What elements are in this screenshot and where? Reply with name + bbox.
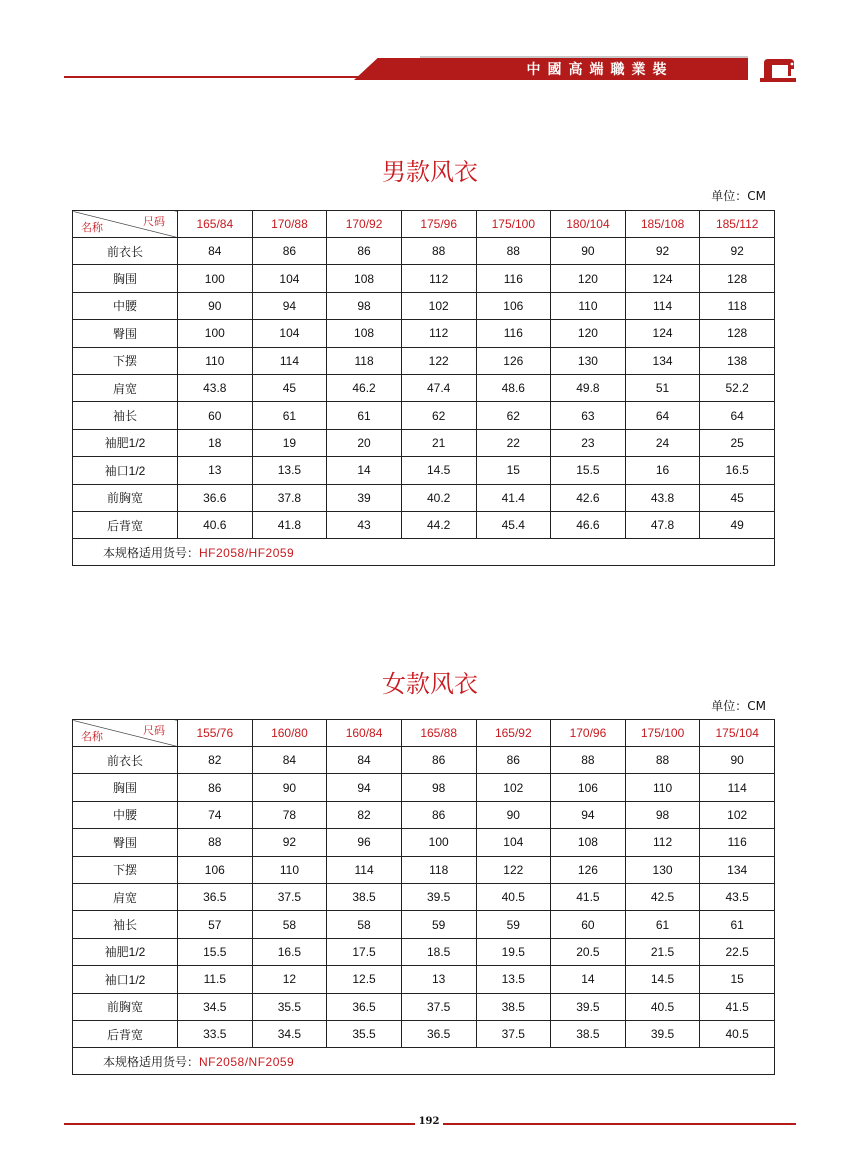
table-cell: 16.5 bbox=[252, 938, 327, 965]
table-cell: 116 bbox=[476, 265, 551, 292]
table-row bbox=[73, 801, 775, 828]
table-cell: 90 bbox=[551, 238, 626, 265]
table-note-row bbox=[73, 539, 775, 566]
table-cell: 86 bbox=[401, 747, 476, 774]
table-cell: 118 bbox=[700, 292, 775, 319]
table-cell: 114 bbox=[252, 347, 327, 374]
table-cell: 34.5 bbox=[178, 993, 253, 1020]
table-cell: 84 bbox=[178, 238, 253, 265]
table-cell: 138 bbox=[700, 347, 775, 374]
table-cell: 64 bbox=[700, 402, 775, 429]
table-cell: 100 bbox=[178, 320, 253, 347]
table-cell: 48.6 bbox=[476, 374, 551, 401]
table-cell: 43 bbox=[327, 511, 402, 538]
table-cell: 16.5 bbox=[700, 457, 775, 484]
table-cell: 106 bbox=[476, 292, 551, 319]
table-cell: 39.5 bbox=[625, 1020, 700, 1047]
table-cell: 88 bbox=[551, 747, 626, 774]
table-cell: 114 bbox=[700, 774, 775, 801]
table-row bbox=[73, 402, 775, 429]
table-row bbox=[73, 829, 775, 856]
table-cell: 102 bbox=[476, 774, 551, 801]
table-cell: 110 bbox=[178, 347, 253, 374]
table-cell: 106 bbox=[178, 856, 253, 883]
table-cell: 86 bbox=[252, 238, 327, 265]
table-cell: 39.5 bbox=[551, 993, 626, 1020]
table-cell: 82 bbox=[178, 747, 253, 774]
table-cell: 17.5 bbox=[327, 938, 402, 965]
size-column-header: 175/104 bbox=[700, 720, 775, 747]
table-cell: 41.4 bbox=[476, 484, 551, 511]
table-cell: 88 bbox=[401, 238, 476, 265]
women-size-table bbox=[72, 719, 775, 1075]
table-cell: 16 bbox=[625, 457, 700, 484]
measurement-label: 胸围 bbox=[73, 774, 178, 801]
table-cell: 36.5 bbox=[327, 993, 402, 1020]
measurement-label: 中腰 bbox=[73, 292, 178, 319]
table-cell: 60 bbox=[178, 402, 253, 429]
measurement-label: 肩宽 bbox=[73, 883, 178, 910]
table-cell: 94 bbox=[551, 801, 626, 828]
table-cell: 25 bbox=[700, 429, 775, 456]
table-cell: 88 bbox=[625, 747, 700, 774]
table-cell: 23 bbox=[551, 429, 626, 456]
table-cell: 22 bbox=[476, 429, 551, 456]
size-column-header: 180/104 bbox=[551, 211, 626, 238]
table-cell: 116 bbox=[476, 320, 551, 347]
table-cell: 14.5 bbox=[625, 966, 700, 993]
table-cell: 128 bbox=[700, 265, 775, 292]
women-unit-label: 单位：CM bbox=[711, 699, 766, 713]
table-cell: 134 bbox=[700, 856, 775, 883]
table-cell: 61 bbox=[700, 911, 775, 938]
table-cell: 37.8 bbox=[252, 484, 327, 511]
table-cell: 100 bbox=[401, 829, 476, 856]
page-number: 192 bbox=[415, 1115, 443, 1129]
table-cell: 128 bbox=[700, 320, 775, 347]
table-cell: 38.5 bbox=[476, 993, 551, 1020]
measurement-label: 袖肥1/2 bbox=[73, 938, 178, 965]
table-cell: 64 bbox=[625, 402, 700, 429]
table-cell: 130 bbox=[551, 347, 626, 374]
table-cell: 40.6 bbox=[178, 511, 253, 538]
table-cell: 60 bbox=[551, 911, 626, 938]
table-cell: 40.5 bbox=[625, 993, 700, 1020]
measurement-label: 中腰 bbox=[73, 801, 178, 828]
table-cell: 98 bbox=[327, 292, 402, 319]
size-column-header: 165/92 bbox=[476, 720, 551, 747]
table-cell: 21 bbox=[401, 429, 476, 456]
table-cell: 112 bbox=[625, 829, 700, 856]
table-cell: 11.5 bbox=[178, 966, 253, 993]
table-header-row bbox=[73, 211, 775, 238]
table-cell: 24 bbox=[625, 429, 700, 456]
table-cell: 15.5 bbox=[178, 938, 253, 965]
table-cell: 92 bbox=[700, 238, 775, 265]
table-cell: 98 bbox=[625, 801, 700, 828]
table-cell: 18 bbox=[178, 429, 253, 456]
header-rule bbox=[64, 76, 360, 78]
men-size-table bbox=[72, 210, 775, 566]
table-cell: 43.5 bbox=[700, 883, 775, 910]
size-column-header: 170/92 bbox=[327, 211, 402, 238]
measurement-label: 下摆 bbox=[73, 347, 178, 374]
table-cell: 15 bbox=[476, 457, 551, 484]
table-cell: 126 bbox=[551, 856, 626, 883]
measurement-label: 前胸宽 bbox=[73, 993, 178, 1020]
table-cell: 37.5 bbox=[476, 1020, 551, 1047]
table-cell: 42.5 bbox=[625, 883, 700, 910]
table-cell: 43.8 bbox=[625, 484, 700, 511]
table-cell: 120 bbox=[551, 265, 626, 292]
table-cell: 47.4 bbox=[401, 374, 476, 401]
size-column-header: 170/96 bbox=[551, 720, 626, 747]
table-cell: 21.5 bbox=[625, 938, 700, 965]
table-cell: 102 bbox=[401, 292, 476, 319]
table-cell: 114 bbox=[625, 292, 700, 319]
table-cell: 134 bbox=[625, 347, 700, 374]
table-cell: 104 bbox=[252, 320, 327, 347]
table-cell: 90 bbox=[178, 292, 253, 319]
table-cell: 94 bbox=[252, 292, 327, 319]
size-column-header: 160/80 bbox=[252, 720, 327, 747]
table-cell: 88 bbox=[476, 238, 551, 265]
table-cell: 20.5 bbox=[551, 938, 626, 965]
table-row bbox=[73, 856, 775, 883]
table-cell: 22.5 bbox=[700, 938, 775, 965]
measurement-label: 前胸宽 bbox=[73, 484, 178, 511]
table-cell: 116 bbox=[700, 829, 775, 856]
table-cell: 34.5 bbox=[252, 1020, 327, 1047]
table-cell: 104 bbox=[252, 265, 327, 292]
table-cell: 51 bbox=[625, 374, 700, 401]
table-cell: 19 bbox=[252, 429, 327, 456]
table-row bbox=[73, 238, 775, 265]
size-column-header: 170/88 bbox=[252, 211, 327, 238]
corner-name-label: 名称 bbox=[81, 222, 103, 234]
table-note-row bbox=[73, 1048, 775, 1075]
table-cell: 38.5 bbox=[327, 883, 402, 910]
corner-size-label: 尺码 bbox=[143, 216, 165, 228]
table-cell: 20 bbox=[327, 429, 402, 456]
table-cell: 37.5 bbox=[252, 883, 327, 910]
table-row bbox=[73, 993, 775, 1020]
table-row bbox=[73, 374, 775, 401]
table-cell: 36.6 bbox=[178, 484, 253, 511]
table-cell: 40.2 bbox=[401, 484, 476, 511]
table-cell: 62 bbox=[476, 402, 551, 429]
note-label: 本规格适用货号： bbox=[103, 1054, 200, 1069]
table-row bbox=[73, 457, 775, 484]
table-cell: 15 bbox=[700, 966, 775, 993]
table-cell: 41.5 bbox=[551, 883, 626, 910]
table-cell: 94 bbox=[327, 774, 402, 801]
size-column-header: 160/84 bbox=[327, 720, 402, 747]
header-title: 中國高端職業裝 bbox=[526, 62, 674, 78]
table-cell: 42.6 bbox=[551, 484, 626, 511]
measurement-label: 袖口1/2 bbox=[73, 457, 178, 484]
size-column-header: 175/100 bbox=[476, 211, 551, 238]
table-cell: 112 bbox=[401, 320, 476, 347]
table-cell: 104 bbox=[476, 829, 551, 856]
table-cell: 46.6 bbox=[551, 511, 626, 538]
table-cell: 78 bbox=[252, 801, 327, 828]
table-cell: 41.8 bbox=[252, 511, 327, 538]
measurement-label: 后背宽 bbox=[73, 511, 178, 538]
table-cell: 36.5 bbox=[178, 883, 253, 910]
table-cell: 114 bbox=[327, 856, 402, 883]
table-cell: 92 bbox=[625, 238, 700, 265]
table-cell: 61 bbox=[625, 911, 700, 938]
table-cell: 108 bbox=[327, 320, 402, 347]
note-label: 本规格适用货号： bbox=[103, 545, 200, 560]
table-cell: 38.5 bbox=[551, 1020, 626, 1047]
men-section-title: 男款风衣 bbox=[382, 158, 478, 186]
table-cell: 61 bbox=[327, 402, 402, 429]
table-cell: 74 bbox=[178, 801, 253, 828]
table-cell: 96 bbox=[327, 829, 402, 856]
size-column-header: 175/96 bbox=[401, 211, 476, 238]
table-cell: 98 bbox=[401, 774, 476, 801]
table-cell: 19.5 bbox=[476, 938, 551, 965]
table-cell: 100 bbox=[178, 265, 253, 292]
table-row bbox=[73, 347, 775, 374]
table-cell: 58 bbox=[327, 911, 402, 938]
table-cell: 13.5 bbox=[476, 966, 551, 993]
table-cell: 12.5 bbox=[327, 966, 402, 993]
note-product-code: HF2058/HF2059 bbox=[199, 545, 295, 560]
size-column-header: 155/76 bbox=[178, 720, 253, 747]
women-section-title: 女款风衣 bbox=[382, 670, 478, 698]
measurement-label: 肩宽 bbox=[73, 374, 178, 401]
table-cell: 41.5 bbox=[700, 993, 775, 1020]
table-row bbox=[73, 429, 775, 456]
table-cell: 47.8 bbox=[625, 511, 700, 538]
measurement-label: 袖长 bbox=[73, 402, 178, 429]
table-cell: 62 bbox=[401, 402, 476, 429]
table-row bbox=[73, 911, 775, 938]
table-cell: 110 bbox=[252, 856, 327, 883]
table-cell: 86 bbox=[476, 747, 551, 774]
table-cell: 49.8 bbox=[551, 374, 626, 401]
table-cell: 12 bbox=[252, 966, 327, 993]
table-cell: 59 bbox=[401, 911, 476, 938]
table-note bbox=[73, 539, 775, 566]
measurement-label: 下摆 bbox=[73, 856, 178, 883]
table-note bbox=[73, 1048, 775, 1075]
table-cell: 92 bbox=[252, 829, 327, 856]
table-corner-header bbox=[73, 211, 178, 238]
size-column-header: 165/84 bbox=[178, 211, 253, 238]
table-row bbox=[73, 511, 775, 538]
table-cell: 124 bbox=[625, 320, 700, 347]
table-cell: 110 bbox=[551, 292, 626, 319]
measurement-label: 臀围 bbox=[73, 829, 178, 856]
table-cell: 44.2 bbox=[401, 511, 476, 538]
table-row bbox=[73, 774, 775, 801]
measurement-label: 袖口1/2 bbox=[73, 966, 178, 993]
table-cell: 118 bbox=[327, 347, 402, 374]
table-cell: 110 bbox=[625, 774, 700, 801]
table-cell: 14 bbox=[327, 457, 402, 484]
table-cell: 120 bbox=[551, 320, 626, 347]
sewing-machine-logo-icon bbox=[758, 57, 798, 83]
table-cell: 86 bbox=[327, 238, 402, 265]
table-row bbox=[73, 966, 775, 993]
table-row bbox=[73, 320, 775, 347]
table-cell: 14 bbox=[551, 966, 626, 993]
corner-name-label: 名称 bbox=[81, 731, 103, 743]
table-cell: 13.5 bbox=[252, 457, 327, 484]
table-cell: 45 bbox=[700, 484, 775, 511]
table-cell: 102 bbox=[700, 801, 775, 828]
table-row bbox=[73, 265, 775, 292]
table-cell: 112 bbox=[401, 265, 476, 292]
table-header-row bbox=[73, 720, 775, 747]
table-cell: 45 bbox=[252, 374, 327, 401]
measurement-label: 胸围 bbox=[73, 265, 178, 292]
table-cell: 82 bbox=[327, 801, 402, 828]
table-cell: 37.5 bbox=[401, 993, 476, 1020]
size-column-header: 185/112 bbox=[700, 211, 775, 238]
table-cell: 122 bbox=[476, 856, 551, 883]
table-cell: 118 bbox=[401, 856, 476, 883]
table-cell: 13 bbox=[401, 966, 476, 993]
table-row bbox=[73, 1020, 775, 1047]
table-cell: 45.4 bbox=[476, 511, 551, 538]
table-cell: 122 bbox=[401, 347, 476, 374]
table-cell: 63 bbox=[551, 402, 626, 429]
table-cell: 61 bbox=[252, 402, 327, 429]
table-cell: 49 bbox=[700, 511, 775, 538]
table-cell: 88 bbox=[178, 829, 253, 856]
table-row bbox=[73, 883, 775, 910]
measurement-label: 后背宽 bbox=[73, 1020, 178, 1047]
table-cell: 39 bbox=[327, 484, 402, 511]
size-column-header: 165/88 bbox=[401, 720, 476, 747]
table-cell: 84 bbox=[327, 747, 402, 774]
corner-size-label: 尺码 bbox=[143, 725, 165, 737]
table-cell: 108 bbox=[551, 829, 626, 856]
table-cell: 15.5 bbox=[551, 457, 626, 484]
table-cell: 90 bbox=[700, 747, 775, 774]
note-product-code: NF2058/NF2059 bbox=[199, 1054, 295, 1069]
table-row bbox=[73, 747, 775, 774]
table-cell: 86 bbox=[178, 774, 253, 801]
table-cell: 126 bbox=[476, 347, 551, 374]
table-cell: 35.5 bbox=[252, 993, 327, 1020]
measurement-label: 前衣长 bbox=[73, 238, 178, 265]
table-cell: 130 bbox=[625, 856, 700, 883]
table-row bbox=[73, 938, 775, 965]
table-corner-header bbox=[73, 720, 178, 747]
table-cell: 124 bbox=[625, 265, 700, 292]
table-cell: 18.5 bbox=[401, 938, 476, 965]
measurement-label: 袖肥1/2 bbox=[73, 429, 178, 456]
table-cell: 33.5 bbox=[178, 1020, 253, 1047]
table-cell: 40.5 bbox=[476, 883, 551, 910]
measurement-label: 前衣长 bbox=[73, 747, 178, 774]
table-cell: 57 bbox=[178, 911, 253, 938]
table-cell: 35.5 bbox=[327, 1020, 402, 1047]
table-cell: 14.5 bbox=[401, 457, 476, 484]
table-row bbox=[73, 484, 775, 511]
table-cell: 52.2 bbox=[700, 374, 775, 401]
table-cell: 43.8 bbox=[178, 374, 253, 401]
table-cell: 58 bbox=[252, 911, 327, 938]
table-cell: 90 bbox=[252, 774, 327, 801]
table-cell: 36.5 bbox=[401, 1020, 476, 1047]
men-unit-label: 单位：CM bbox=[711, 189, 766, 203]
table-cell: 40.5 bbox=[700, 1020, 775, 1047]
table-row bbox=[73, 292, 775, 319]
table-cell: 86 bbox=[401, 801, 476, 828]
table-cell: 39.5 bbox=[401, 883, 476, 910]
table-cell: 59 bbox=[476, 911, 551, 938]
table-cell: 84 bbox=[252, 747, 327, 774]
size-column-header: 175/100 bbox=[625, 720, 700, 747]
table-cell: 13 bbox=[178, 457, 253, 484]
table-cell: 46.2 bbox=[327, 374, 402, 401]
size-column-header: 185/108 bbox=[625, 211, 700, 238]
measurement-label: 臀围 bbox=[73, 320, 178, 347]
measurement-label: 袖长 bbox=[73, 911, 178, 938]
table-cell: 106 bbox=[551, 774, 626, 801]
table-cell: 90 bbox=[476, 801, 551, 828]
table-cell: 108 bbox=[327, 265, 402, 292]
